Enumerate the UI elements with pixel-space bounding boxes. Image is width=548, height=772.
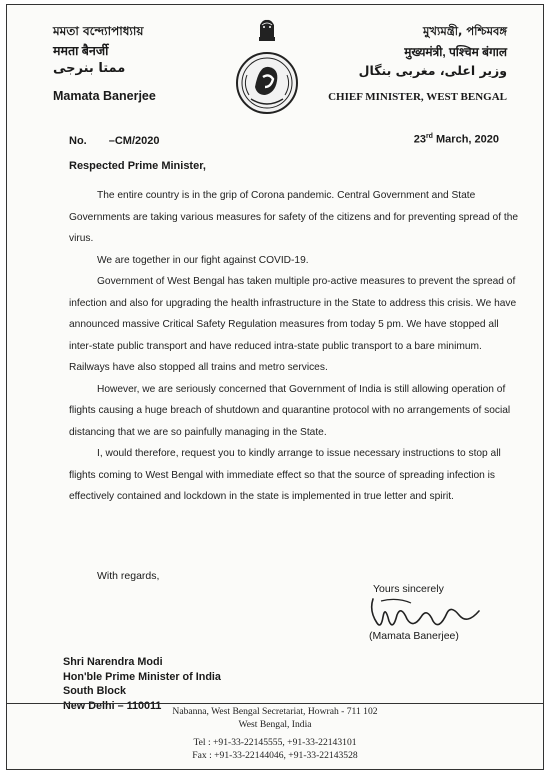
date-rest: March, 2020 — [432, 133, 499, 146]
ref-code: –CM/2020 — [108, 135, 160, 147]
paragraph-2: We are together in our fight against COVID-19. — [97, 254, 309, 266]
letter-body — [69, 185, 521, 508]
reference-number — [69, 135, 160, 147]
footer-fax: Fax : +91-33-22144046, +91-33-22143528 — [192, 749, 358, 761]
footer-address — [7, 706, 543, 762]
recipient-line: Hon'ble Prime Minister of India — [63, 670, 221, 683]
letter-date — [414, 133, 499, 146]
paragraph-4: However, we are seriously concerned that Government of India is still allowing operation of flights causing a huge breach of shutdown and quarantine protocol with no arrangements of social distancing that we are so painfully managing in the State. — [69, 383, 511, 438]
recipient-address — [63, 655, 221, 713]
name-bengali: মমতা বন্দ্যোপাধ্যায় — [53, 24, 144, 38]
date-day: 23 — [413, 133, 426, 146]
paragraph-5: I, would therefore, request you to kindly arrange to issue necessary instructions to stop all flights coming to West Bengal with immediate effect so that the source of spreading infection is effectively contained and lockdown in the state is implemented in true letter and spirit. — [69, 448, 501, 502]
footer-tel: Tel : +91-33-22145555, +91-33-22143101 — [193, 737, 357, 748]
signatory: (Mamata Banerjee) — [369, 630, 459, 642]
name-urdu: ممتا بنرجی — [53, 61, 126, 76]
footer-line-2: West Bengal, India — [238, 718, 312, 730]
letter-page — [6, 4, 544, 770]
footer-divider — [7, 703, 543, 704]
date-suffix: rd — [425, 133, 433, 140]
ref-label: No. — [69, 135, 87, 147]
closing: With regards, — [97, 570, 160, 582]
paragraph-3: Government of West Bengal has taken multiple pro-active measures to prevent the spread of infection and also for upgrading the health infrastructure in the State to address this crisis. We have announced massive Critical Safety Regulation measures from today 5 pm. We have stopped all inter-state public transport and have reduced intra-state public transport to a bare minimum. Railways have also stopped all trains and metro services. — [69, 276, 517, 373]
title-urdu: وزیر اعلی، مغربی بنگال — [358, 63, 507, 78]
title-english: CHIEF MINISTER, WEST BENGAL — [328, 91, 507, 103]
title-hindi: मुख्यमंत्री, पश्चिम बंगाल — [404, 45, 507, 59]
name-english: Mamata Banerjee — [53, 89, 156, 103]
recipient-line: New Delhi – 110011 — [63, 699, 162, 712]
title-bengali: মুখ্যমন্ত্রী, পশ্চিমবঙ্গ — [423, 24, 507, 38]
emblem-icon — [233, 15, 301, 127]
name-hindi: ममता बैनर्जी — [53, 44, 109, 58]
salutation: Respected Prime Minister, — [69, 160, 206, 172]
paragraph-1: The entire country is in the grip of Corona pandemic. Central Government and State Governments are taking various measures for safety of the citizens and for preventing spread of the virus. — [69, 190, 519, 244]
yours-sincerely: Yours sincerely — [373, 583, 444, 595]
recipient-line: South Block — [63, 685, 126, 697]
recipient-line: Shri Narendra Modi — [63, 656, 163, 668]
footer-line-1: Nabanna, West Bengal Secretariat, Howrah - 711 102 — [172, 706, 378, 717]
